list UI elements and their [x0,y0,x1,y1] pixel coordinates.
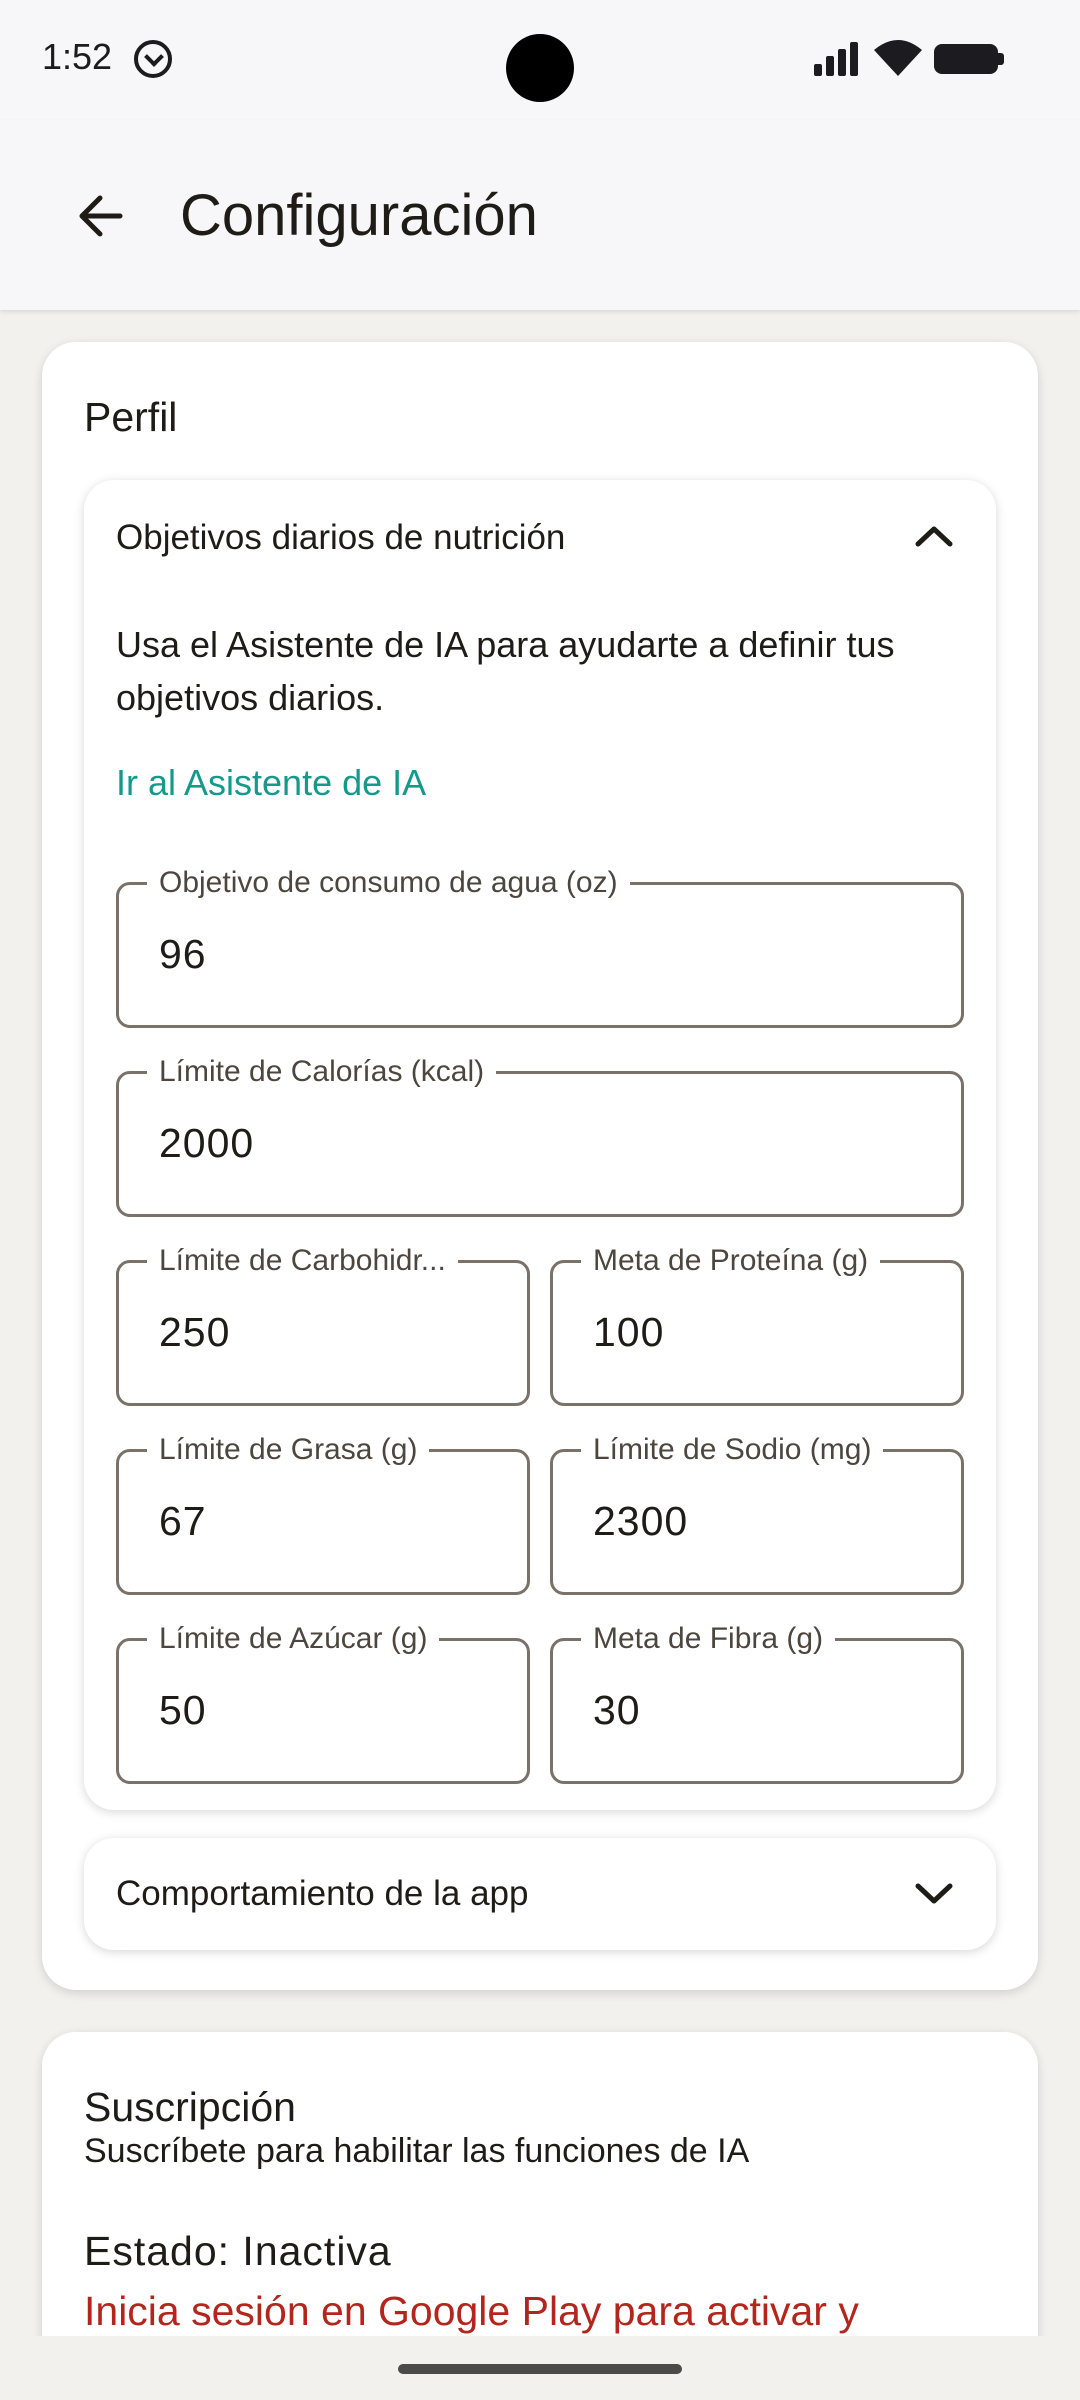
sodium-limit-field[interactable] [550,1433,964,1595]
calorie-limit-field[interactable] [116,1055,964,1217]
water-goal-value: 96 [159,931,207,977]
sugar-limit-field[interactable] [116,1622,530,1784]
fiber-goal-value: 30 [593,1687,641,1733]
profile-title: Perfil [84,394,178,440]
fat-limit-value: 67 [159,1498,207,1544]
protein-goal-field[interactable] [550,1244,964,1406]
carb-limit-value: 250 [159,1309,231,1355]
status-time: 1:52 [42,36,113,77]
protein-goal-label: Meta de Proteína (g) [581,1244,880,1278]
battery-icon [934,44,998,74]
fiber-goal-label: Meta de Fibra (g) [581,1622,835,1656]
signal-icon [814,42,860,76]
sodium-limit-value: 2300 [593,1498,689,1544]
app-behavior-title: Comportamiento de la app [116,1874,529,1913]
subscription-title: Suscripción [84,2084,296,2130]
status-bar [0,0,1080,120]
chevron-up-icon [912,522,956,550]
fiber-goal-field[interactable] [550,1622,964,1784]
navigation-bar [0,2336,1080,2400]
profile-card [42,342,1038,1990]
subscription-status: Estado: Inactiva [84,2228,392,2274]
nutrition-goals-panel [84,480,996,1810]
protein-goal-value: 100 [593,1309,665,1355]
calorie-limit-label: Límite de Calorías (kcal) [147,1055,496,1089]
water-goal-field[interactable] [116,866,964,1028]
water-goal-label: Objetivo de consumo de agua (oz) [147,866,630,900]
page-title: Configuración [180,183,538,248]
carb-limit-label: Límite de Carbohidr... [147,1244,458,1278]
ai-assistant-description: Usa el Asistente de IA para ayudarte a definir tus objetivos diarios. [116,624,895,718]
calorie-limit-value: 2000 [159,1120,255,1166]
subscription-description: Suscríbete para habilitar las funciones de IA [84,2132,750,2170]
nutrition-goals-header[interactable] [84,480,996,592]
fat-limit-field[interactable] [116,1433,530,1595]
back-arrow-icon[interactable] [70,184,134,248]
sugar-limit-value: 50 [159,1687,207,1733]
chevron-down-icon [912,1880,956,1908]
home-gesture-handle[interactable] [398,2364,682,2374]
wifi-icon [872,38,924,78]
app-behavior-panel[interactable] [84,1838,996,1950]
camera-cutout [506,34,574,102]
nutrition-goals-title: Objetivos diarios de nutrición [116,518,566,557]
subscription-warning: Inicia sesión en Google Play para activar y [84,2288,859,2334]
app-bar [0,120,1080,310]
download-icon [134,40,172,78]
carb-limit-field[interactable] [116,1244,530,1406]
sodium-limit-label: Límite de Sodio (mg) [581,1433,883,1467]
fat-limit-label: Límite de Grasa (g) [147,1433,429,1467]
sugar-limit-label: Límite de Azúcar (g) [147,1622,439,1656]
ai-assistant-link[interactable]: Ir al Asistente de IA [116,762,427,803]
